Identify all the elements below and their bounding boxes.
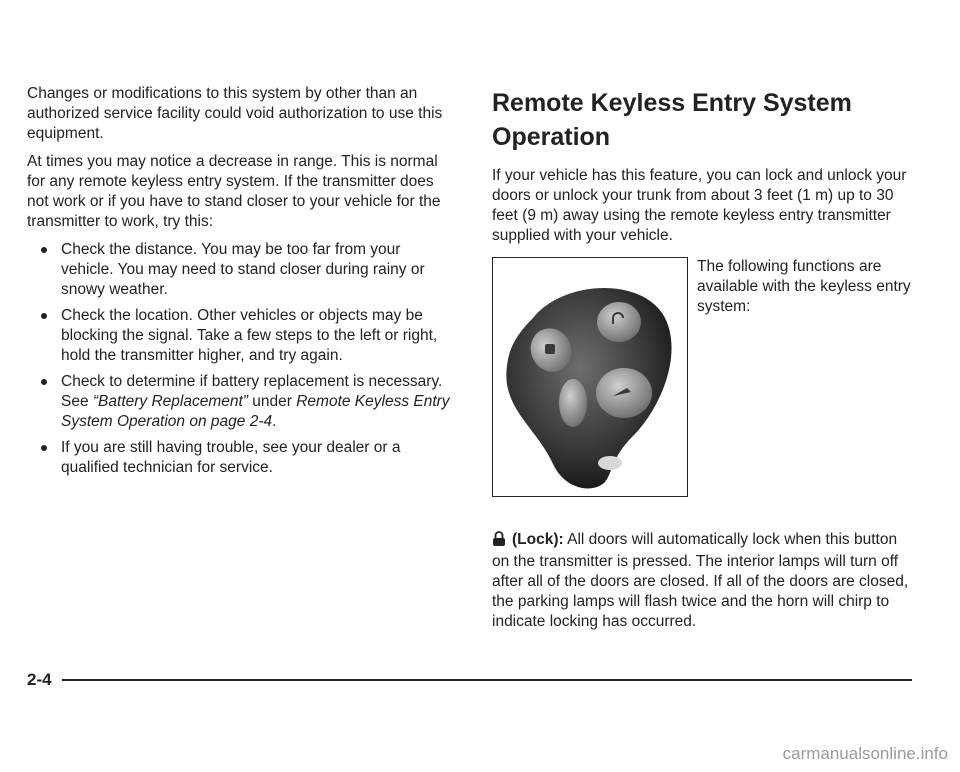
range-paragraph: At times you may notice a decrease in range. This is normal for any remote keyless entry system. If the transmitter does not work or if you have to stand closer to your vehicle for the transmitter to work, try this: [27, 153, 441, 230]
watermark: carmanualsonline.info [782, 744, 948, 763]
bullet-icon [41, 313, 47, 319]
list-item [39, 306, 452, 366]
keyfob-transmitter-icon [493, 258, 687, 496]
bullet-text-dealer: If you are still having trouble, see your dealer or a qualified technician for service. [61, 439, 401, 476]
keyfob-figure [492, 257, 688, 497]
bullet-text-battery-after: . [272, 413, 277, 430]
bullet-icon [41, 247, 47, 253]
right-column [492, 86, 922, 246]
bullet-text-distance: Check the distance. You may be too far from your vehicle. You may need to stand closer during rainy or snowy weather. [61, 241, 425, 298]
battery-replacement-reference: “Battery Replacement” [92, 393, 248, 410]
list-item [39, 240, 452, 300]
bullet-text-location: Check the location. Other vehicles or objects may be blocking the signal. Take a few steps to the left or right, hold the transmitter higher, and try again. [61, 307, 438, 364]
modifications-paragraph: Changes or modifications to this system by other than an authorized service facility could void authorization to use this equipment. [27, 85, 443, 142]
lock-function-paragraph [492, 530, 912, 632]
troubleshooting-list [27, 240, 452, 478]
intro-paragraph: If your vehicle has this feature, you can lock and unlock your doors or unlock your trunk from about 3 feet (1 m) up to 30 feet (9 m) away using the remote keyless entry transmitter supplied with your vehicle. [492, 167, 907, 244]
bullet-icon [41, 445, 47, 451]
list-item [39, 438, 452, 478]
page-number: 2-4 [27, 670, 52, 689]
lock-description: All doors will automatically lock when this button on the transmitter is pressed. The interior lamps will turn off after all of the doors are closed. If all of the doors are closed, the parking lamps will flash twice and the horn will chirp to indicate locking has occurred. [492, 531, 909, 630]
list-item [39, 372, 452, 432]
rke-operation-reference: Remote Keyless Entry System Operation on page 2-4 [61, 393, 450, 430]
section-heading: Remote Keyless Entry System Operation [492, 89, 852, 151]
lock-label: (Lock): [512, 531, 564, 548]
bullet-text-battery-before: Check to determine if battery replacement is necessary. See [61, 373, 443, 410]
bullet-icon [41, 379, 47, 385]
left-column [27, 84, 452, 484]
bullet-text-battery-mid: under [247, 393, 297, 410]
lock-icon [492, 531, 506, 552]
figure-caption: The following functions are available with the keyless entry system: [697, 258, 911, 315]
footer-divider [62, 679, 912, 681]
